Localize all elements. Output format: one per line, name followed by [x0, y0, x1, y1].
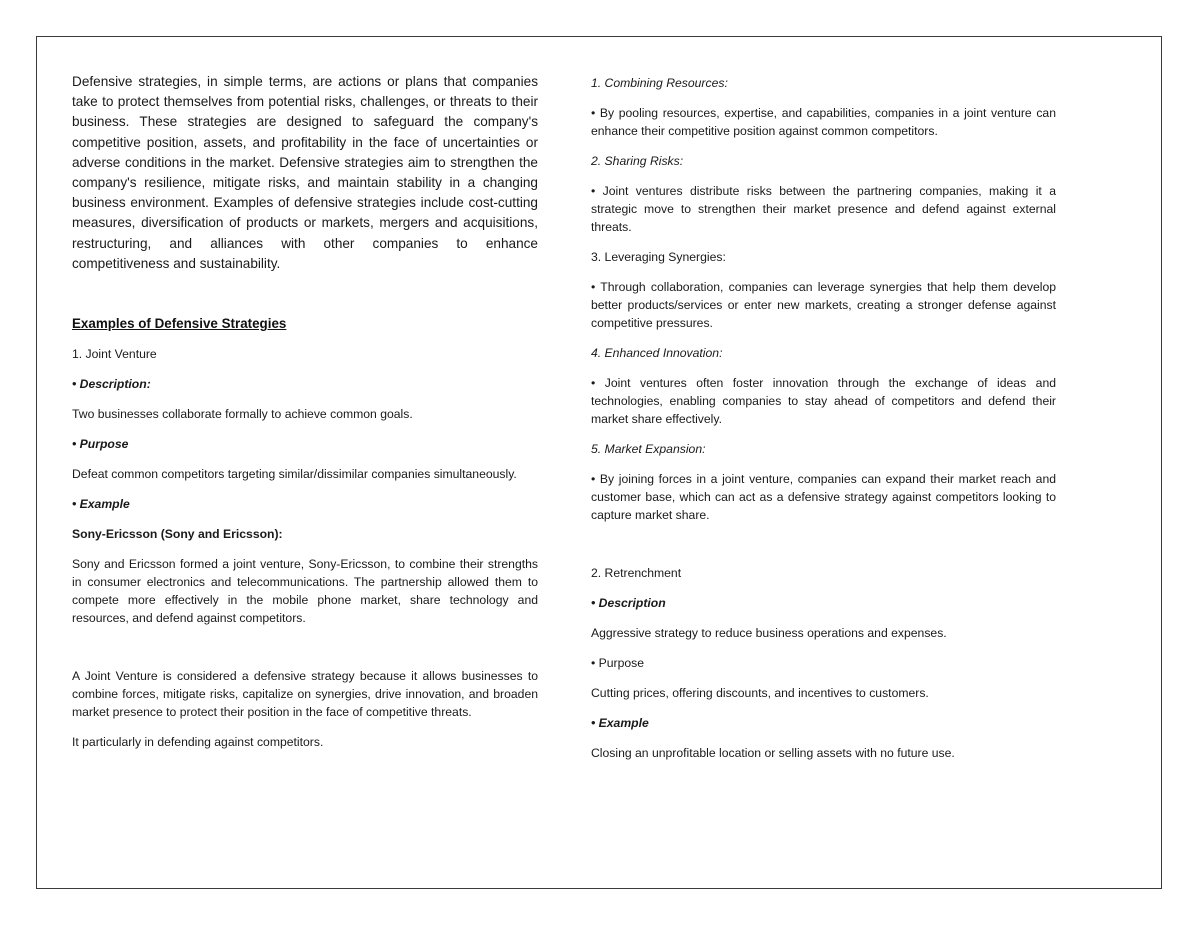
jv-why-defensive: A Joint Venture is considered a defensive strategy because it allows businesses to combine forces, mitigate risks, capitalize on synergies, drive innovation, and broaden market presence to protect their position in the face of competitive threats. [72, 669, 538, 720]
jv-point-text: • Through collaboration, companies can leverage synergies that help them develop better products/services or enter new markets, creating a stronger defense against competitive pressures. [591, 280, 1056, 330]
jv-point-title: 4. Enhanced Innovation: [591, 346, 723, 360]
rt-purpose-text: Cutting prices, offering discounts, and incentives to customers. [591, 686, 929, 700]
jv-point-text: • By pooling resources, expertise, and capabilities, companies in a joint venture can enhance their competitive position against common competitors. [591, 106, 1056, 138]
jv-particularly: It particularly in defending against competitors. [72, 735, 324, 750]
jv-purpose-text: Defeat common competitors targeting similar/dissimilar companies simultaneously. [72, 467, 517, 482]
jv-point-text: • By joining forces in a joint venture, companies can expand their market reach and customer base, which can act as a defensive strategy against competitors looking to capture market share. [591, 472, 1056, 522]
rt-description-label: • Description [591, 596, 666, 610]
jv-point-text: • Joint ventures distribute risks between the partnering companies, making it a strategic move to strengthen their market presence and defend against external threats. [591, 184, 1056, 234]
jv-point-text: • Joint ventures often foster innovation through the exchange of ideas and technologies, enabling companies to stay ahead of competitors and defend their market share effectively. [591, 376, 1056, 426]
retrenchment-heading: 2. Retrenchment [591, 566, 682, 580]
jv-example-label: • Example [72, 497, 130, 512]
rt-example-text: Closing an unprofitable location or selling assets with no future use. [591, 746, 955, 760]
intro-paragraph: Defensive strategies, in simple terms, are actions or plans that companies take to protect themselves from potential risks, challenges, or threats to their business. These strategies are designed to safeguard the company's competitive position, assets, and profitability in the face of uncertainties or adverse conditions in the market. Defensive strategies aim to strengthen the company's resilience, mitigate risks, and maintain stability in a changing business environment. Examples of defensive strategies include cost-cutting measures, diversification of products or markets, mergers and acquisitions, restructuring, and alliances with other companies to enhance competitiveness and sustainability. [72, 74, 538, 271]
jv-purpose-label: • Purpose [72, 437, 129, 452]
right-column [591, 74, 1056, 762]
jv-point-title: 2. Sharing Risks: [591, 154, 684, 168]
jv-example-name: Sony-Ericsson (Sony and Ericsson): [72, 527, 283, 542]
rt-purpose-label: • Purpose [591, 656, 645, 670]
jv-example-text: Sony and Ericsson formed a joint venture, Sony-Ericsson, to combine their strengths in consumer electronics and telecommunications. The partnership allowed them to compete more effectively in the mobile phone market, share technology and resources, and defend against competitors. [72, 557, 538, 626]
jv-point-title: 5. Market Expansion: [591, 442, 706, 456]
examples-heading: Examples of Defensive Strategies [72, 316, 287, 332]
joint-venture-heading: 1. Joint Venture [72, 347, 157, 362]
jv-description-label: • Description: [72, 377, 151, 392]
jv-point-title: 3. Leveraging Synergies: [591, 250, 726, 264]
jv-point-title: 1. Combining Resources: [591, 76, 728, 90]
jv-description-text: Two businesses collaborate formally to achieve common goals. [72, 407, 413, 422]
left-column [72, 72, 538, 751]
rt-example-label: • Example [591, 716, 649, 730]
rt-description-text: Aggressive strategy to reduce business operations and expenses. [591, 626, 947, 640]
